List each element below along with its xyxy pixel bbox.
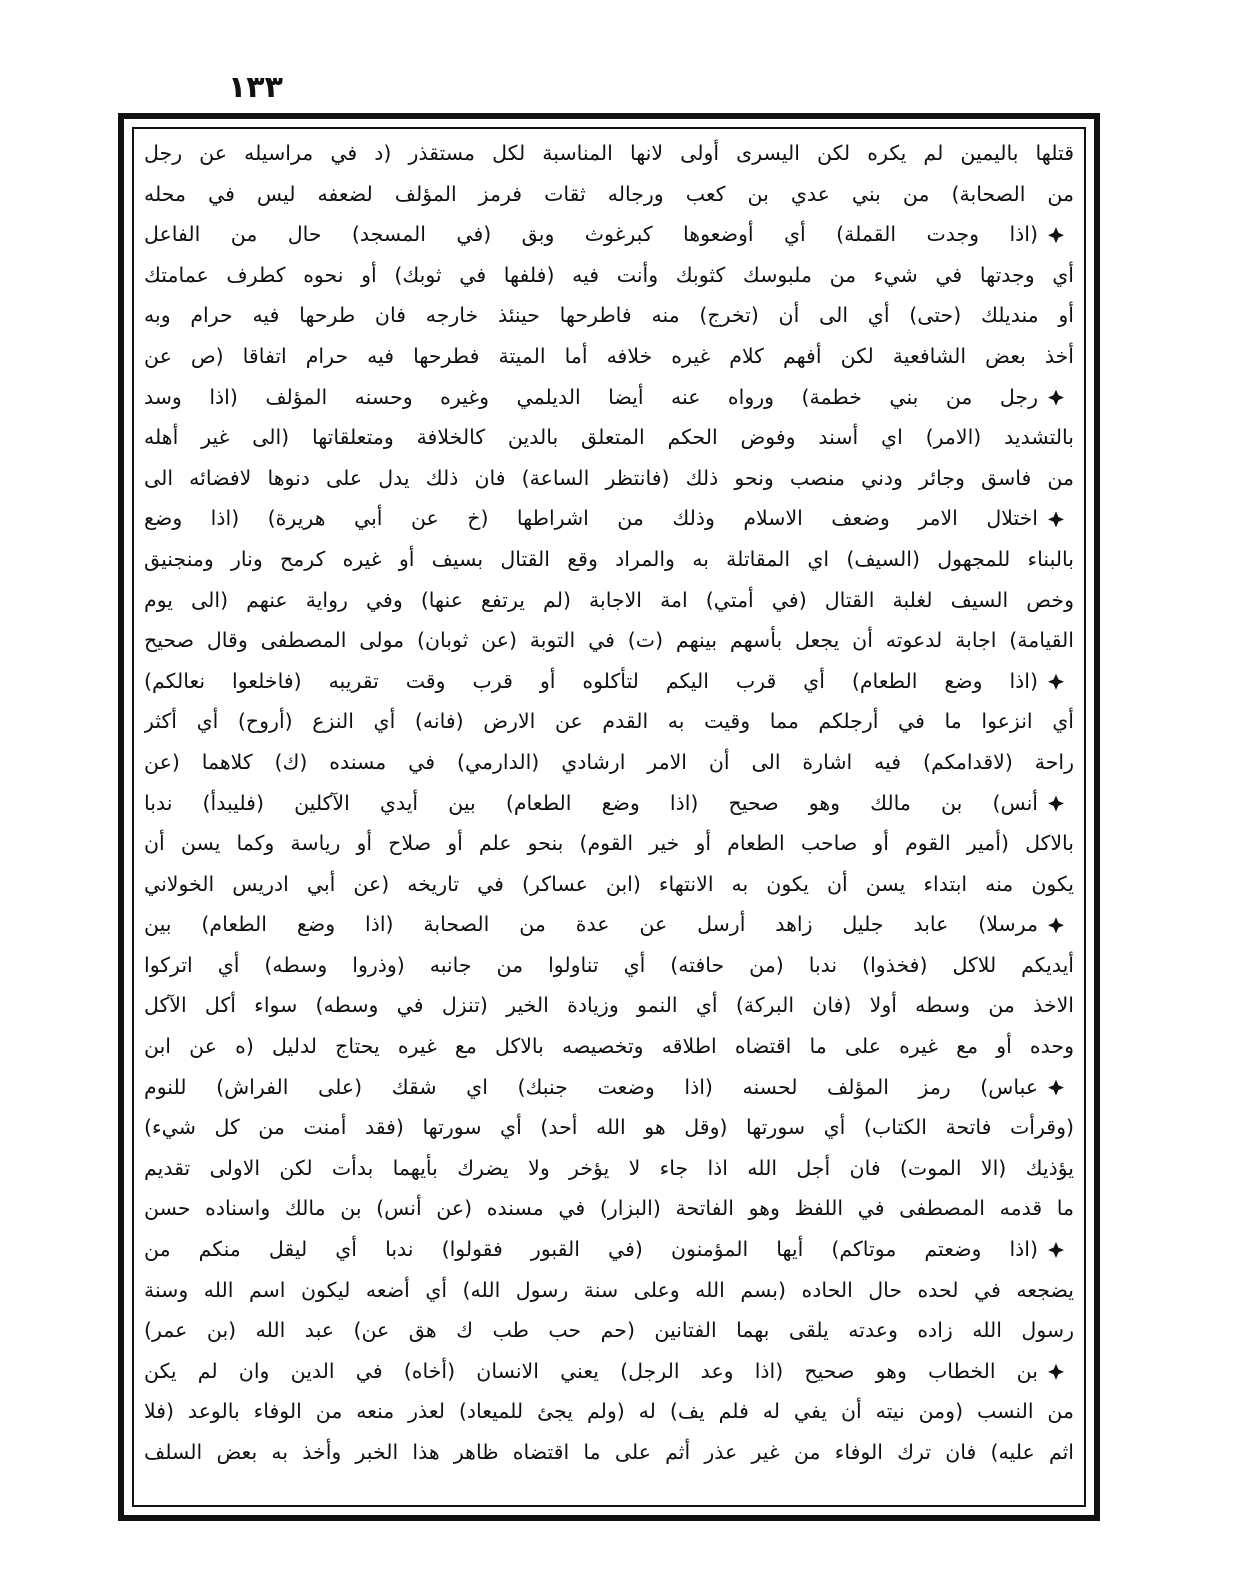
text-line (144, 1188, 1074, 1229)
section-marker-icon (1048, 674, 1064, 690)
text-line (144, 174, 1074, 215)
line-text: أو منديلك (حتى) أي الى أن (تخرج) منه فاطرحها حينئذ خارجه فان طرحها فيه حرام وبه (144, 303, 1074, 328)
line-text: (وقرأت فاتحة الكتاب) أي سورتها (وقل هو الله أحد) أي سورتها (فقد أمنت من كل شيء) (144, 1115, 1074, 1140)
line-text: من الصحابة) من بني عدي بن كعب ورجاله ثقات فرمز المؤلف لضعفه ليس في محله (144, 181, 1074, 206)
line-text: من فاسق وجائر ودني منصب ونحو ذلك (فانتظر الساعة) فان ذلك يدل على دنوها لافضائه الى (144, 465, 1074, 490)
line-text: بالبناء للمجهول (السيف) اي المقاتلة به والمراد وقع القتال بسيف أو غيره كرمح ونار ومنجنيق (144, 546, 1074, 571)
line-text: قتلها باليمين لم يكره لكن اليسرى أولى لانها المناسبة لكل مستقذر (د في مراسيله عن رجل (144, 141, 1074, 165)
line-text: من النسب (ومن نيته أن يفي له فلم يف) له (ولم يجئ للميعاد) لعذر منعه من الوفاء بالوعد (فلا (144, 1399, 1074, 1424)
text-line (144, 701, 1074, 742)
line-text: أي انزعوا ما في أرجلكم مما وقيت به القدم عن الارض (فانه) أي النزع (أروح) أي أكثر (144, 709, 1074, 734)
line-text: وخص السيف لغلبة القتال (في أمتي) امة الاجابة (لم يرتفع عنها) وفي رواية عنهم (الى يوم (144, 587, 1074, 612)
page-border (118, 113, 1100, 1521)
line-text: أيديكم للاكل (فخذوا) ندبا (من حافته) أي تناولوا من جانبه (وذروا وسطه) أي اتركوا (144, 952, 1074, 977)
section-marker-icon (1048, 1364, 1064, 1380)
line-text: (اذا وجدت القملة) أي أوضعوها كبرغوث وبق (في المسجد) حال من الفاعل (144, 222, 1038, 247)
text-line (144, 1148, 1074, 1189)
section-marker-icon (1048, 917, 1064, 933)
text-line (144, 742, 1074, 783)
line-text: رسول الله زاده وعدته يلقى بهما الفتانين (حم حب طب ك هق عن) عبد الله (بن عمر) (144, 1318, 1074, 1343)
line-text: أنس) بن مالك وهو صحيح (اذا وضع الطعام) بين أيدي الآكلين (فليبدأ) ندبا (144, 790, 1038, 815)
line-text: اختلال الامر وضعف الاسلام وذلك من اشراطها (خ عن أبي هريرة) (اذا وضع (144, 506, 1038, 531)
text-line (144, 417, 1074, 458)
line-text: أي وجدتها في شيء من ملبوسك كثوبك وأنت فيه (فلفها في ثوبك) أو نحوه كطرف عمامتك (144, 262, 1074, 287)
line-text: يكون منه ابتداء يسن أن يكون به الانتهاء (ابن عساكر) في تاريخه (عن أبي ادريس الخولاني (144, 871, 1074, 896)
text-line (144, 498, 1074, 539)
text-line (144, 783, 1074, 824)
line-text: يضجعه في لحده حال الحاده (بسم الله وعلى سنة رسول الله) أي أضعه ليكون اسم الله وسنة (144, 1277, 1074, 1302)
line-text: وحده أو مع غيره على ما اقتضاه اطلاقه وتخصيصه بالاكل مع غيره يحتاج لدليل (ه عن ابن (144, 1034, 1074, 1059)
text-line (144, 255, 1074, 296)
section-marker-icon (1048, 227, 1064, 243)
line-text: اثم عليه) فان ترك الوفاء من غير عذر أثم على ما اقتضاه ظاهر هذا الخبر وأخذ به بعض السلف (144, 1440, 1074, 1464)
text-line (144, 539, 1074, 580)
text-line (144, 823, 1074, 864)
line-text: راحة (لاقدامكم) فيه اشارة الى أن الامر ارشادي (الدارمي) في مسنده (ك) كلاهما (عن (144, 749, 1074, 774)
text-line (144, 1391, 1074, 1432)
main-text (144, 133, 1074, 1505)
line-text: مرسلا) عابد جليل زاهد أرسل عن عدة من الصحابة (اذا وضع الطعام) بين (144, 912, 1038, 937)
section-marker-icon (1048, 390, 1064, 406)
line-text: ما قدمه المصطفى في اللفظ وهو الفاتحة (البزار) في مسنده (عن أنس) بن مالك واسناده حسن (144, 1196, 1074, 1221)
text-line (144, 377, 1074, 418)
line-text: بالاكل (أمير القوم أو صاحب الطعام أو خير القوم) بنحو علم أو صلاح أو رياسة وكما يسن أن (144, 831, 1074, 856)
line-text: عباس) رمز المؤلف لحسنه (اذا وضعت جنبك) اي شقك (على الفراش) للنوم (144, 1074, 1038, 1099)
section-marker-icon (1048, 511, 1064, 527)
text-line (144, 133, 1074, 174)
text-line (144, 985, 1074, 1026)
text-line (144, 336, 1074, 377)
text-line (144, 1310, 1074, 1351)
page-number: ١٣٣ (228, 70, 283, 105)
line-text: رجل من بني خطمة) ورواه عنه أيضا الديلمي وغيره وحسنه المؤلف (اذا وسد (144, 384, 1038, 409)
text-line (144, 295, 1074, 336)
text-line (144, 580, 1074, 621)
text-line (144, 1351, 1074, 1392)
text-line (144, 214, 1074, 255)
text-line (144, 1107, 1074, 1148)
section-marker-icon (1048, 1080, 1064, 1096)
line-text: أخذ بعض الشافعية لكن أفهم كلام غيره خلافه أما الميتة فطرحها فيه حرام اتفاقا (ص عن (144, 343, 1074, 368)
text-line (144, 1067, 1074, 1108)
line-text: الاخذ من وسطه أولا (فان البركة) أي النمو وزيادة الخير (تنزل في وسطه) سواء أكل الآكل (144, 993, 1074, 1018)
line-text: يؤذيك (الا الموت) فان أجل الله اذا جاء لا يؤخر ولا يضرك بأيهما بدأت لكن الاولى تقديم (144, 1155, 1074, 1180)
text-line (144, 904, 1074, 945)
text-line (144, 620, 1074, 661)
line-text: (اذا وضع الطعام) أي قرب اليكم لتأكلوه أو قرب وقت تقريبه (فاخلعوا نعالكم) (144, 668, 1038, 693)
text-line (144, 1026, 1074, 1067)
line-text: بن الخطاب وهو صحيح (اذا وعد الرجل) يعني الانسان (أخاه) في الدين وان لم يكن (144, 1358, 1038, 1383)
section-marker-icon (1048, 796, 1064, 812)
text-line (144, 661, 1074, 702)
line-text: بالتشديد (الامر) اي أسند وفوض الحكم المتعلق بالدين كالخلافة ومتعلقاتها (الى غير أهله (144, 425, 1074, 450)
line-text: (اذا وضعتم موتاكم) أيها المؤمنون (في القبور فقولوا) ندبا أي ليقل منكم من (144, 1237, 1038, 1262)
text-line (144, 1432, 1074, 1473)
text-line (144, 1270, 1074, 1311)
text-line (144, 1229, 1074, 1270)
text-line (144, 458, 1074, 499)
text-line (144, 945, 1074, 986)
line-text: القيامة) اجابة لدعوته أن يجعل بأسهم بينهم (ت) في التوبة (عن ثوبان) مولى المصطفى وقال صحيح (144, 628, 1074, 653)
text-line (144, 864, 1074, 905)
section-marker-icon (1048, 1242, 1064, 1258)
